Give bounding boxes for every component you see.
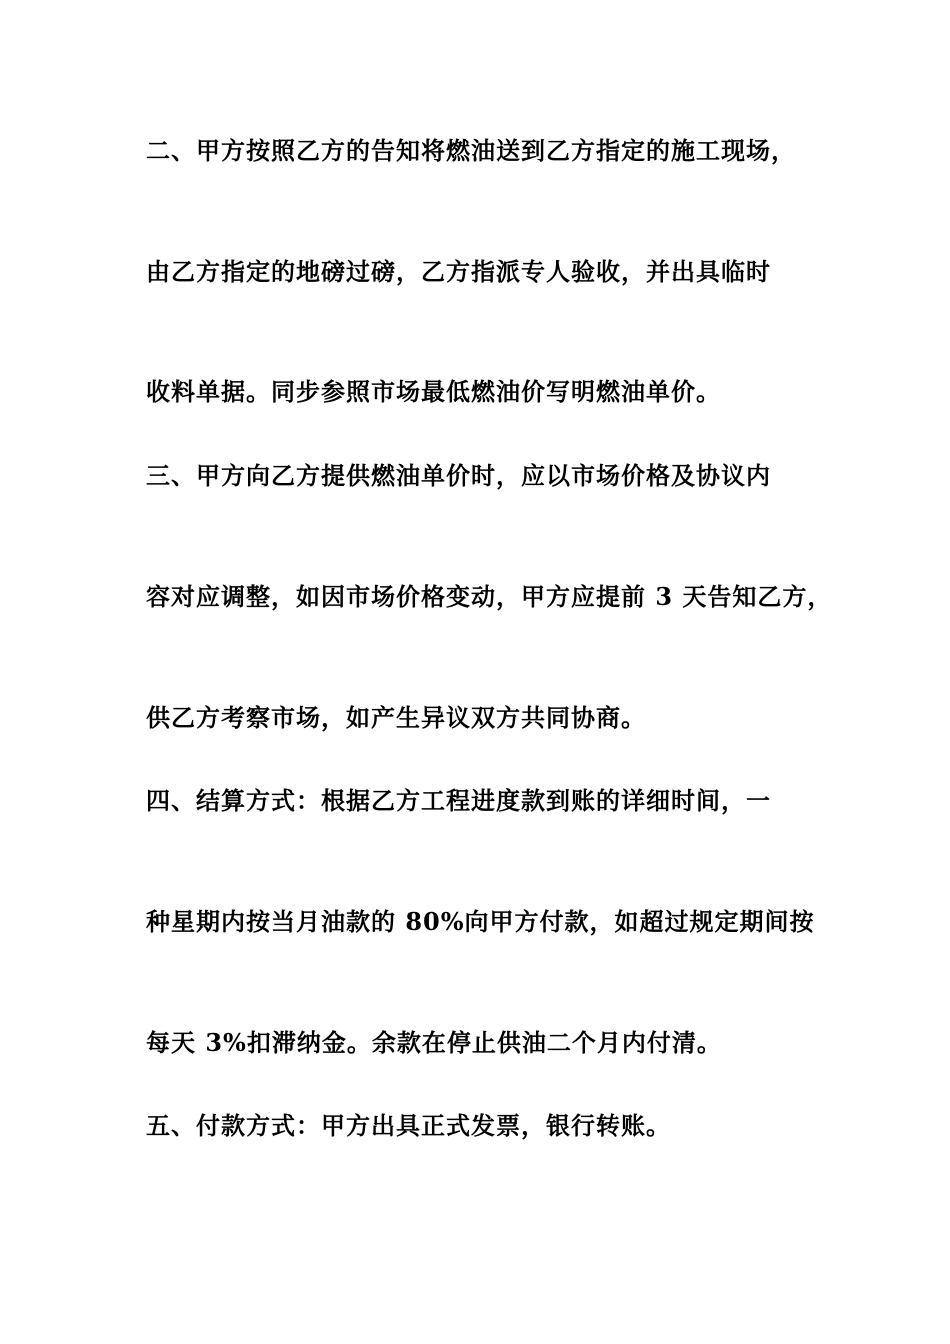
clause-3-line-2: 容对应调整，如因市场价格变动，甲方应提前 3 天告知乙方， — [146, 582, 833, 611]
clause-3-line-1: 三、甲方向乙方提供燃油单价时，应以市场价格及协议内 — [146, 461, 771, 490]
clause-4-line-1: 四、结算方式：根据乙方工程进度款到账的详细时间，一 — [146, 786, 771, 815]
clause-5-line-1: 五、付款方式：甲方出具正式发票，银行转账。 — [146, 1111, 671, 1140]
clause-4-line-3: 每天 3%扣滞纳金。余款在停止供油二个月内付清。 — [146, 1028, 722, 1057]
clause-2-line-2: 由乙方指定的地磅过磅，乙方指派专人验收，并出具临时 — [146, 257, 771, 286]
clause-2-line-1: 二、甲方按照乙方的告知将燃油送到乙方指定的施工现场， — [146, 136, 796, 165]
clause-2-line-3: 收料单据。同步参照市场最低燃油价写明燃油单价。 — [146, 377, 721, 406]
clause-4-line-2: 种星期内按当月油款的 80%向甲方付款，如超过规定期间按 — [146, 907, 815, 936]
clause-3-line-3: 供乙方考察市场，如产生异议双方共同协商。 — [146, 703, 646, 732]
